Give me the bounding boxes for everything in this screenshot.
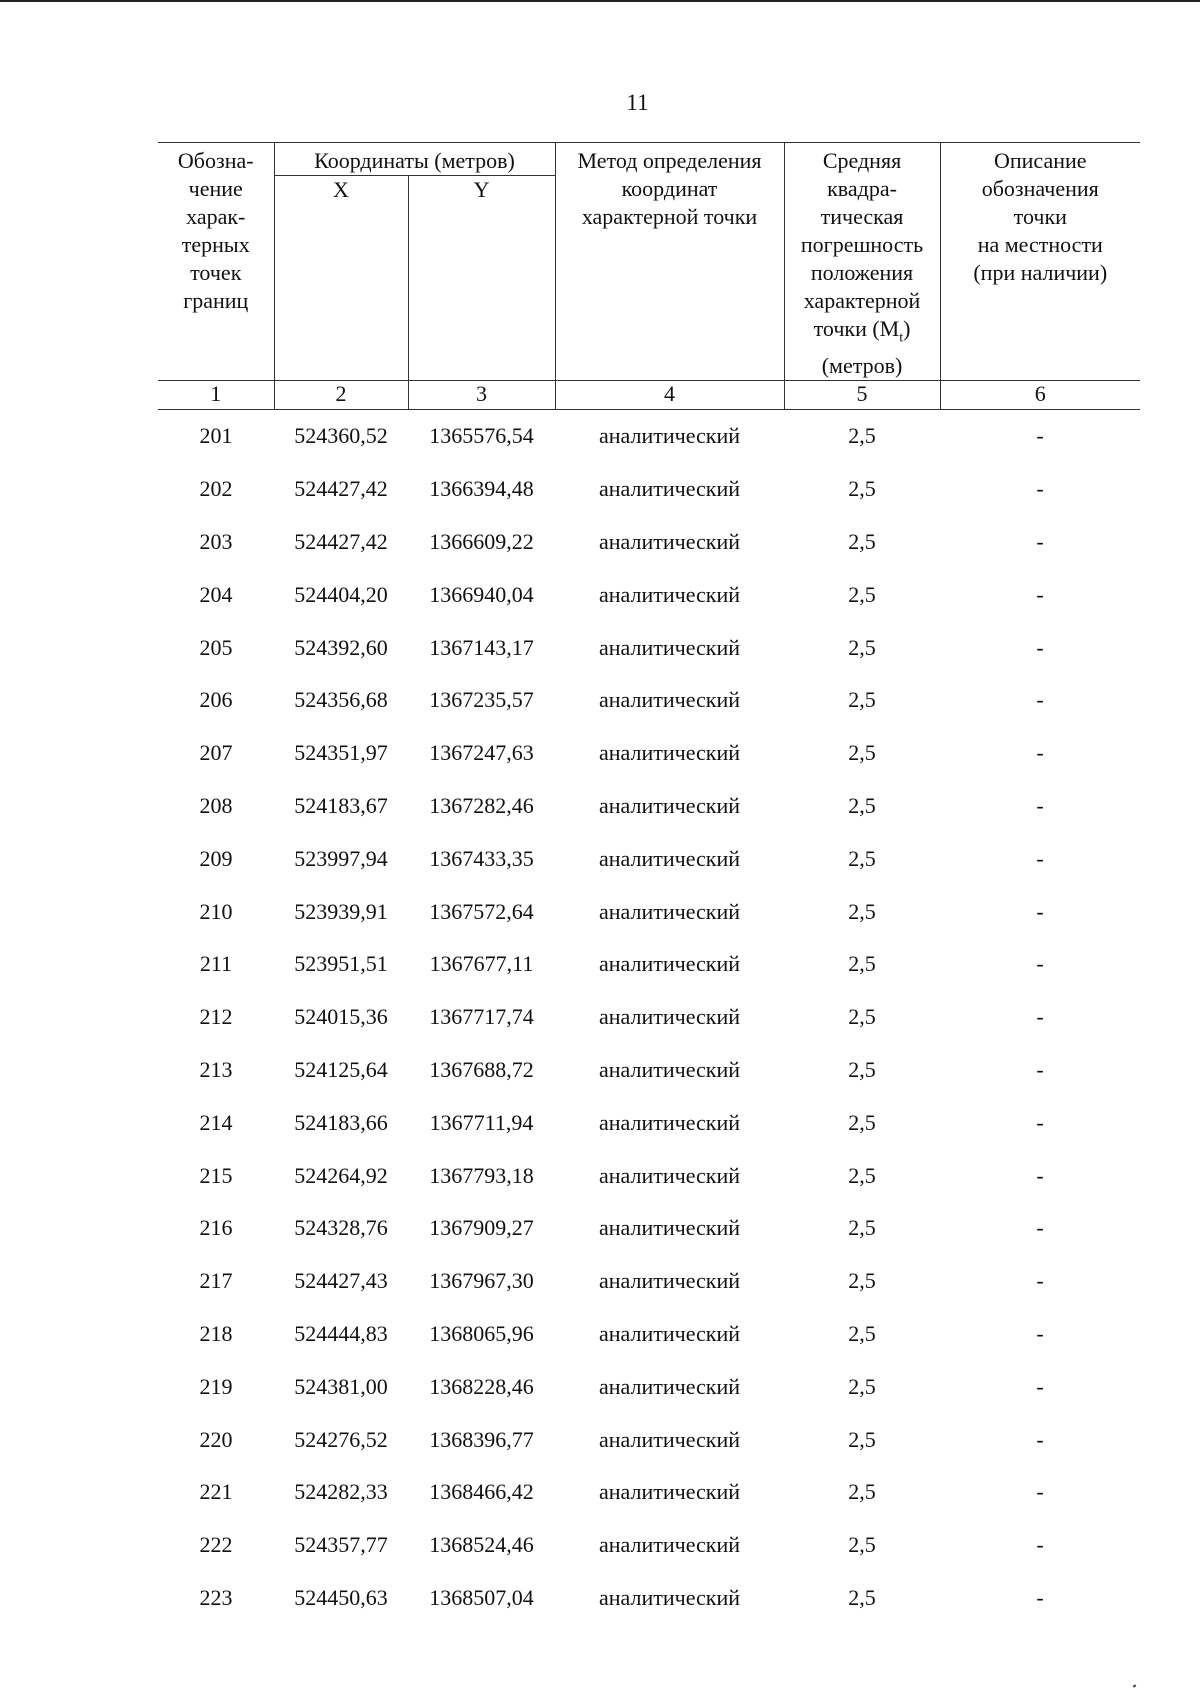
y-coordinate-cell: 1366609,22 [429, 528, 534, 554]
header-y: Y [408, 176, 555, 381]
header-point-designation [158, 143, 274, 381]
y-coordinate-cell: 1367909,27 [429, 1215, 534, 1241]
x-coordinate-cell: 524427,42 [294, 476, 388, 502]
point-id-cell: 223 [199, 1584, 233, 1610]
header-subscript: t [899, 330, 904, 346]
point-id-cell: 215 [199, 1162, 233, 1188]
error-cell: 2,5 [848, 528, 876, 554]
table-row [158, 475, 1140, 528]
x-coordinate-cell: 524444,83 [294, 1320, 388, 1346]
method-cell: аналитический [599, 1373, 741, 1399]
point-id-cell: 214 [199, 1109, 233, 1135]
description-cell: - [1036, 1320, 1044, 1346]
description-cell: - [1036, 423, 1044, 449]
header-text: погрешность [800, 232, 924, 257]
table-row [158, 950, 1140, 1003]
description-cell: - [1036, 1584, 1044, 1610]
column-number: 5 [784, 381, 940, 410]
header-method [555, 143, 784, 381]
error-cell: 2,5 [848, 898, 876, 924]
y-coordinate-cell: 1368396,77 [429, 1426, 534, 1452]
column-number: 3 [408, 381, 555, 410]
method-cell: аналитический [599, 476, 741, 502]
y-coordinate-cell: 1367711,94 [429, 1109, 534, 1135]
error-cell: 2,5 [848, 792, 876, 818]
description-cell: - [1036, 1373, 1044, 1399]
column-number: 2 [274, 381, 408, 410]
description-cell: - [1036, 634, 1044, 660]
header-text: Метод определения [577, 148, 762, 173]
header-description [940, 143, 1140, 381]
point-id-cell: 217 [199, 1268, 233, 1294]
header-text: точек [190, 260, 242, 285]
column-number: 4 [555, 381, 784, 410]
description-cell: - [1036, 1268, 1044, 1294]
point-id-cell: 221 [199, 1479, 233, 1505]
table-row [158, 528, 1140, 581]
method-cell: аналитический [599, 634, 741, 660]
table-row [158, 1531, 1140, 1584]
description-cell: - [1036, 476, 1044, 502]
description-cell: - [1036, 1004, 1044, 1030]
header-text-mt [785, 315, 940, 352]
x-coordinate-cell: 524357,77 [294, 1532, 388, 1558]
point-id-cell: 204 [199, 581, 233, 607]
method-cell: аналитический [599, 423, 741, 449]
y-coordinate-cell: 1367967,30 [429, 1268, 534, 1294]
description-cell: - [1036, 1109, 1044, 1135]
method-cell: аналитический [599, 1532, 741, 1558]
header-text: ) [903, 316, 911, 341]
point-id-cell: 222 [199, 1532, 233, 1558]
y-coordinate-cell: 1368524,46 [429, 1532, 534, 1558]
header-text: на местности [977, 232, 1103, 257]
description-cell: - [1036, 1056, 1044, 1082]
x-coordinate-cell: 523939,91 [294, 898, 388, 924]
description-cell: - [1036, 1479, 1044, 1505]
point-id-cell: 207 [199, 740, 233, 766]
method-cell: аналитический [599, 740, 741, 766]
header-text: характерной [803, 288, 921, 313]
method-cell: аналитический [599, 898, 741, 924]
method-cell: аналитический [599, 1162, 741, 1188]
error-cell: 2,5 [848, 1584, 876, 1610]
point-id-cell: 219 [199, 1373, 233, 1399]
description-cell: - [1036, 792, 1044, 818]
description-cell: - [1036, 1162, 1044, 1188]
table-row [158, 898, 1140, 951]
x-coordinate-cell: 524015,36 [294, 1004, 388, 1030]
method-cell: аналитический [599, 1479, 741, 1505]
x-coordinate-cell: 524427,43 [294, 1268, 388, 1294]
y-coordinate-cell: 1367793,18 [429, 1162, 534, 1188]
error-cell: 2,5 [848, 1268, 876, 1294]
header-text: координат [621, 176, 718, 201]
x-coordinate-cell: 524351,97 [294, 740, 388, 766]
description-cell: - [1036, 687, 1044, 713]
header-text: харак- [186, 204, 246, 229]
table-row [158, 1478, 1140, 1531]
x-coordinate-cell: 524125,64 [294, 1056, 388, 1082]
table-row [158, 581, 1140, 634]
coordinates-table [158, 142, 1140, 1637]
y-coordinate-cell: 1367433,35 [429, 845, 534, 871]
point-id-cell: 210 [199, 898, 233, 924]
table-row [158, 634, 1140, 687]
x-coordinate-cell: 524328,76 [294, 1215, 388, 1241]
method-cell: аналитический [599, 1004, 741, 1030]
x-coordinate-cell: 524360,52 [294, 423, 388, 449]
y-coordinate-cell: 1368507,04 [429, 1584, 534, 1610]
header-text: чение [188, 176, 243, 201]
error-cell: 2,5 [848, 1532, 876, 1558]
table-row [158, 1162, 1140, 1215]
method-cell: аналитический [599, 1215, 741, 1241]
column-number: 1 [158, 381, 274, 410]
y-coordinate-cell: 1368228,46 [429, 1373, 534, 1399]
y-coordinate-cell: 1367235,57 [429, 687, 534, 713]
point-id-cell: 213 [199, 1056, 233, 1082]
description-cell: - [1036, 951, 1044, 977]
header-coordinates: Координаты (метров) [274, 143, 555, 176]
x-coordinate-cell: 524183,66 [294, 1109, 388, 1135]
description-cell: - [1036, 1532, 1044, 1558]
y-coordinate-cell: 1368065,96 [429, 1320, 534, 1346]
error-cell: 2,5 [848, 581, 876, 607]
table-row [158, 686, 1140, 739]
point-id-cell: 208 [199, 792, 233, 818]
error-cell: 2,5 [848, 634, 876, 660]
error-cell: 2,5 [848, 1109, 876, 1135]
x-coordinate-cell: 524392,60 [294, 634, 388, 660]
x-coordinate-cell: 524381,00 [294, 1373, 388, 1399]
x-coordinate-cell: 524356,68 [294, 687, 388, 713]
table-row [158, 1426, 1140, 1479]
error-cell: 2,5 [848, 845, 876, 871]
point-id-cell: 216 [199, 1215, 233, 1241]
table-row [158, 1267, 1140, 1320]
header-text: точки [1013, 204, 1067, 229]
x-coordinate-cell: 523951,51 [294, 951, 388, 977]
y-coordinate-cell: 1367282,46 [429, 792, 534, 818]
header-text: характерной точки [581, 204, 758, 229]
description-cell: - [1036, 898, 1044, 924]
table-row [158, 1584, 1140, 1637]
point-id-cell: 201 [199, 423, 233, 449]
error-cell: 2,5 [848, 1426, 876, 1452]
method-cell: аналитический [599, 951, 741, 977]
y-coordinate-cell: 1365576,54 [429, 423, 534, 449]
x-coordinate-cell: 524282,33 [294, 1479, 388, 1505]
header-mean-square-error [784, 143, 940, 381]
method-cell: аналитический [599, 687, 741, 713]
y-coordinate-cell: 1367677,11 [429, 951, 534, 977]
page-number: 11 [626, 90, 649, 115]
header-x: X [274, 176, 408, 381]
y-coordinate-cell: 1366394,48 [429, 476, 534, 502]
header-text: квадра- [827, 176, 897, 201]
header-text: (при наличии) [973, 260, 1108, 285]
header-text: обозначения [981, 176, 1099, 201]
y-coordinate-cell: 1367143,17 [429, 634, 534, 660]
table-row [158, 1003, 1140, 1056]
y-coordinate-cell: 1368466,42 [429, 1479, 534, 1505]
point-id-cell: 212 [199, 1004, 233, 1030]
error-cell: 2,5 [848, 476, 876, 502]
scan-mark [1133, 1684, 1137, 1687]
method-cell: аналитический [599, 1109, 741, 1135]
header-text: тическая [820, 204, 904, 229]
point-id-cell: 202 [199, 476, 233, 502]
header-text: точки (M [813, 316, 900, 341]
y-coordinate-cell: 1367688,72 [429, 1056, 534, 1082]
header-text: границ [183, 288, 249, 313]
table-row [158, 1056, 1140, 1109]
error-cell: 2,5 [848, 687, 876, 713]
table-row [158, 792, 1140, 845]
error-cell: 2,5 [848, 1056, 876, 1082]
y-coordinate-cell: 1366940,04 [429, 581, 534, 607]
description-cell: - [1036, 581, 1044, 607]
table-row [158, 1373, 1140, 1426]
table-row [158, 845, 1140, 898]
header-text: терных [181, 232, 250, 257]
error-cell: 2,5 [848, 1004, 876, 1030]
y-coordinate-cell: 1367247,63 [429, 740, 534, 766]
header-text: Описание [993, 148, 1087, 173]
header-text: Средняя [822, 148, 902, 173]
method-cell: аналитический [599, 845, 741, 871]
column-numbers-row [158, 381, 1140, 410]
point-id-cell: 206 [199, 687, 233, 713]
header-row-top [158, 143, 1140, 176]
error-cell: 2,5 [848, 1215, 876, 1241]
x-coordinate-cell: 524264,92 [294, 1162, 388, 1188]
x-coordinate-cell: 524276,52 [294, 1426, 388, 1452]
point-id-cell: 218 [199, 1320, 233, 1346]
point-id-cell: 205 [199, 634, 233, 660]
error-cell: 2,5 [848, 1320, 876, 1346]
error-cell: 2,5 [848, 1479, 876, 1505]
table-row [158, 1214, 1140, 1267]
error-cell: 2,5 [848, 1373, 876, 1399]
method-cell: аналитический [599, 1426, 741, 1452]
point-id-cell: 203 [199, 528, 233, 554]
method-cell: аналитический [599, 1268, 741, 1294]
page-top-edge [0, 0, 1200, 2]
error-cell: 2,5 [848, 423, 876, 449]
description-cell: - [1036, 1426, 1044, 1452]
table-row [158, 739, 1140, 792]
table-row [158, 1109, 1140, 1162]
y-coordinate-cell: 1367717,74 [429, 1004, 534, 1030]
x-coordinate-cell: 524404,20 [294, 581, 388, 607]
error-cell: 2,5 [848, 951, 876, 977]
error-cell: 2,5 [848, 740, 876, 766]
y-coordinate-cell: 1367572,64 [429, 898, 534, 924]
method-cell: аналитический [599, 581, 741, 607]
table-row [158, 410, 1140, 475]
error-cell: 2,5 [848, 1162, 876, 1188]
method-cell: аналитический [599, 1320, 741, 1346]
description-cell: - [1036, 1215, 1044, 1241]
table-body [158, 410, 1140, 1637]
point-id-cell: 209 [199, 845, 233, 871]
header-text: Обозна- [177, 148, 254, 173]
header-text: положения [810, 260, 914, 285]
x-coordinate-cell: 524427,42 [294, 528, 388, 554]
method-cell: аналитический [599, 528, 741, 554]
column-number: 6 [940, 381, 1140, 410]
header-text: (метров) [821, 353, 903, 379]
method-cell: аналитический [599, 1056, 741, 1082]
x-coordinate-cell: 524450,63 [294, 1584, 388, 1610]
x-coordinate-cell: 523997,94 [294, 845, 388, 871]
description-cell: - [1036, 845, 1044, 871]
description-cell: - [1036, 528, 1044, 554]
method-cell: аналитический [599, 792, 741, 818]
method-cell: аналитический [599, 1584, 741, 1610]
table-row [158, 1320, 1140, 1373]
description-cell: - [1036, 740, 1044, 766]
point-id-cell: 211 [199, 951, 233, 977]
x-coordinate-cell: 524183,67 [294, 792, 388, 818]
point-id-cell: 220 [199, 1426, 233, 1452]
